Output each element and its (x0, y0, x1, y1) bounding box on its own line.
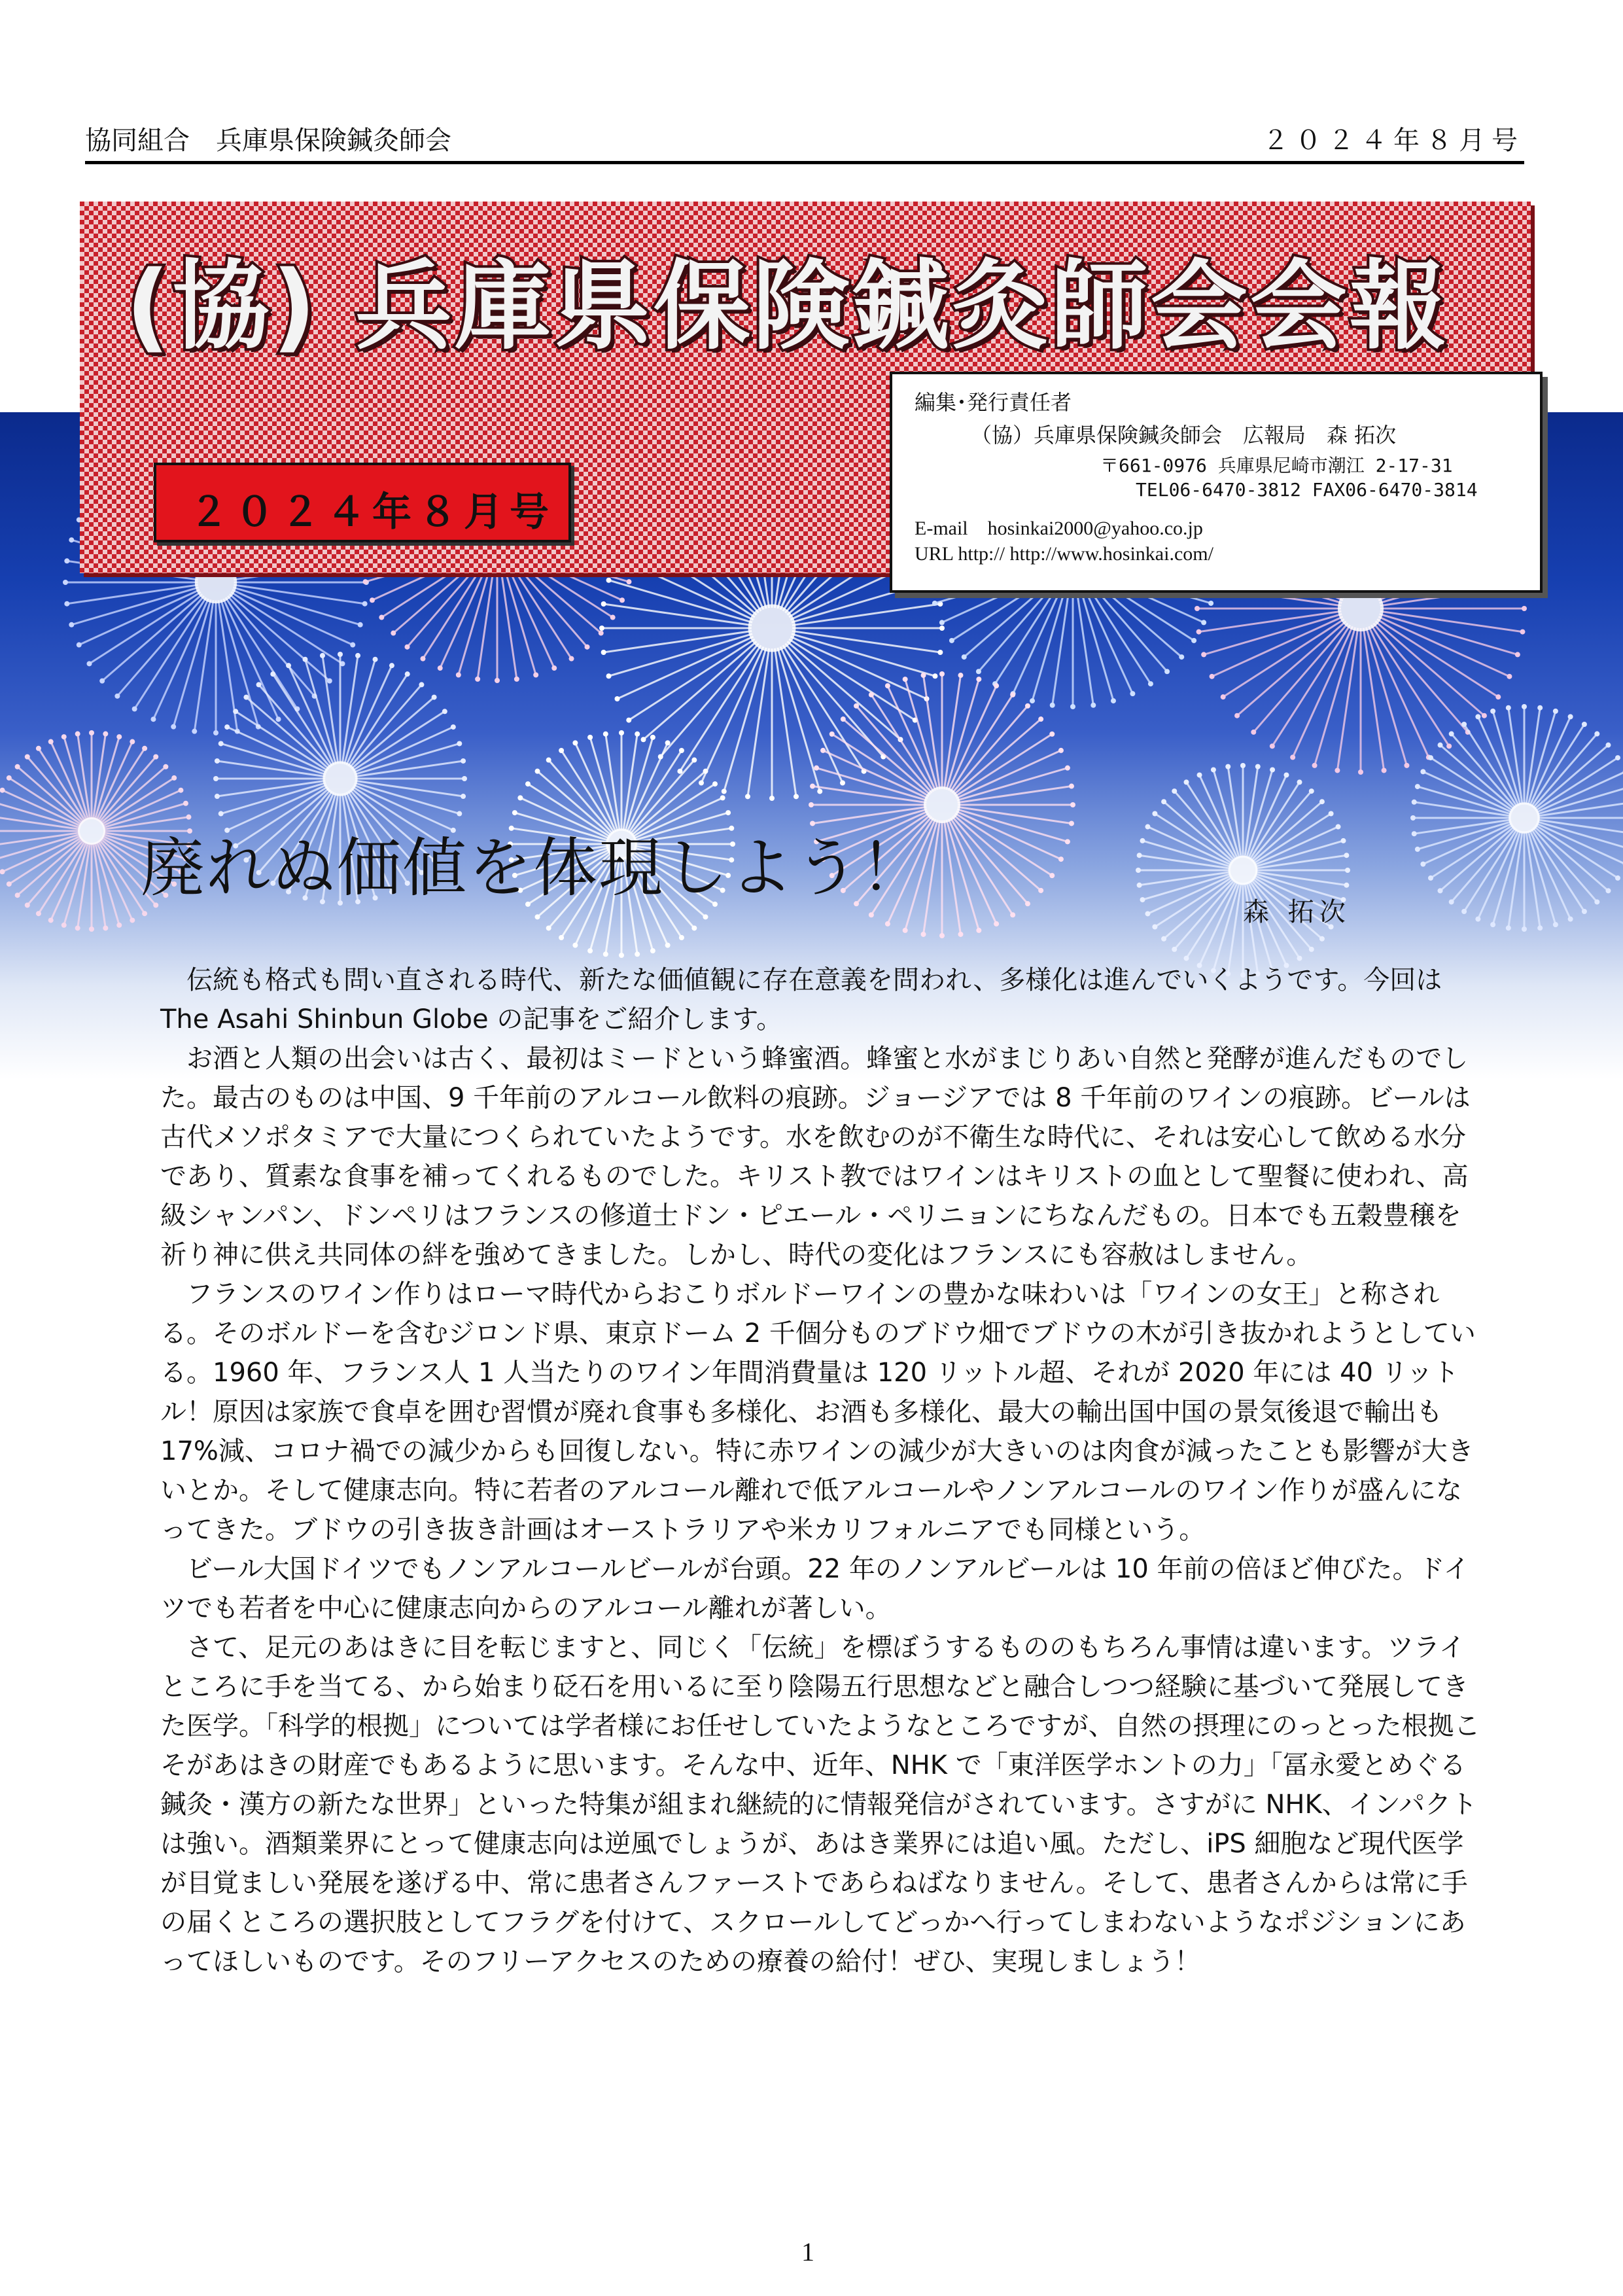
firework-burst (1410, 704, 1623, 932)
editor-organization: （協）兵庫県保険鍼灸師会 広報局 森 拓次 (971, 423, 1397, 448)
editor-url: URL http:// http://www.hosinkai.com/ (915, 543, 1213, 565)
header-issue: ２０２４年８月号 (1263, 126, 1524, 156)
editor-info-box (890, 372, 1543, 593)
editor-tel-fax: TEL06-6470-3812 FAX06-6470-3814 (1136, 479, 1478, 501)
article-paragraph: 伝統も格式も問い直される時代、新たな価値観に存在意義を問われ、多様化は進んでいくようです。今回は The Asahi Shinbun Globe の記事をご紹介します。 (160, 965, 1442, 1034)
article-headline: 廃れぬ価値を体現しよう！ (141, 831, 926, 906)
article-paragraph: フランスのワイン作りはローマ時代からおこりボルドーワインの豊かな味わいは「ワインの女王」と称される。そのボルドーを含むジロンド県、東京ドーム 2 千個分ものブドウ畑でブドウの木が引き抜かれようとしている。1960 年、フランス人 1 人当たりのワイン年間消費量は 120 リットル超、それが 2020 年には 40 リットル！原因は家族で食卓を囲む習慣が廃れ食事も多様化、お酒も多様化、最大の輸出国中国の景気後退で輸出も 17%減、コロナ禍での減少からも回復しない。特に赤ワインの減少が大きいのは肉食が減ったことも影響が大きいとか。そして健康志向。特に若者のアルコール離れで低アルコールやノンアルコールのワイン作りが盛んになってきた。ブドウの引き抜き計画はオーストラリアや米カリフォルニアでも同様という。 (160, 1279, 1476, 1545)
editor-address: 〒661-0976 兵庫県尼崎市潮江 2-17-31 (1100, 455, 1453, 476)
article-paragraph: ビール大国ドイツでもノンアルコールビールが台頭。22 年のノンアルビールは 10 年前の倍ほど伸びた。ドイツでも若者を中心に健康志向からのアルコール離れが著しい。 (160, 1554, 1470, 1623)
firework-burst (1136, 763, 1350, 978)
issue-badge (154, 463, 571, 542)
article-body (160, 961, 1482, 1981)
editor-email: E-mail hosinkai2000@yahoo.co.jp (915, 518, 1203, 539)
page-number: 1 (801, 2237, 814, 2267)
article-paragraph: さて、足元のあはきに目を転じますと、同じく「伝統」を標ぼうするもののもちろん事情は違います。ツライところに手を当てる、から始まり砭石を用いるに至り陰陽五行思想などと融合しつつ経験に基づいて発展してきた医学。「科学的根拠」については学者様にお任せしていたようなところですが、自然の摂理にのっとった根拠こそがあはきの財産でもあるように思います。そんな中、近年、NHK で「東洋医学ホントの力」「冨永愛とめぐる鍼灸・漢方の新たな世界」といった特集が組まれ継続的に情報発信がされています。さすがに NHK、インパクトは強い。酒類業界にとって健康志向は逆風でしょうが、あはき業界には追い風。ただし、iPS 細胞など現代医学が目覚ましい発展を遂げる中、常に患者さんファーストであらねばなりません。そして、患者さんからは常に手の届くところの選択肢としてフラグを付けて、スクロールしてどっかへ行ってしまわないようなポジションにあってほしいものです。そのフリーアクセスのための療養の給付！ぜひ、実現しましょう！ (160, 1633, 1480, 1977)
editor-label: 編集･発行責任者 (915, 390, 1072, 415)
issue-badge-label: ２０２４年８月号 (189, 489, 555, 535)
article-paragraph: お酒と人類の出会いは古く、最初はミードという蜂蜜酒。蜂蜜と水がまじりあい自然と発酵が進んだものでした。最古のものは中国、9 千年前のアルコール飲料の痕跡。ジョージアでは 8 千年前のワインの痕跡。ビールは古代メソポタミアで大量につくられていたようです。水を飲むのが不衛生な時代に、それは安心して飲める水分であり、質素な食事を補ってくれるものでした。キリスト教ではワインはキリストの血として聖餐に使われ、高級シャンパン、ドンペリはフランスの修道士ドン・ピエール・ペリニョンにちなんだもの。日本でも五穀豊穣を祈り神に供え共同体の絆を強めてきました。しかし、時代の変化はフランスにも容赦はしません。 (160, 1044, 1471, 1270)
header-organization: 協同組合 兵庫県保険鍼灸師会 (85, 126, 451, 156)
running-header (85, 119, 1524, 164)
article-author: 森 拓次 (1243, 897, 1351, 927)
newsletter-title: (協) 兵庫県保険鍼灸師会会報 (126, 250, 1449, 362)
